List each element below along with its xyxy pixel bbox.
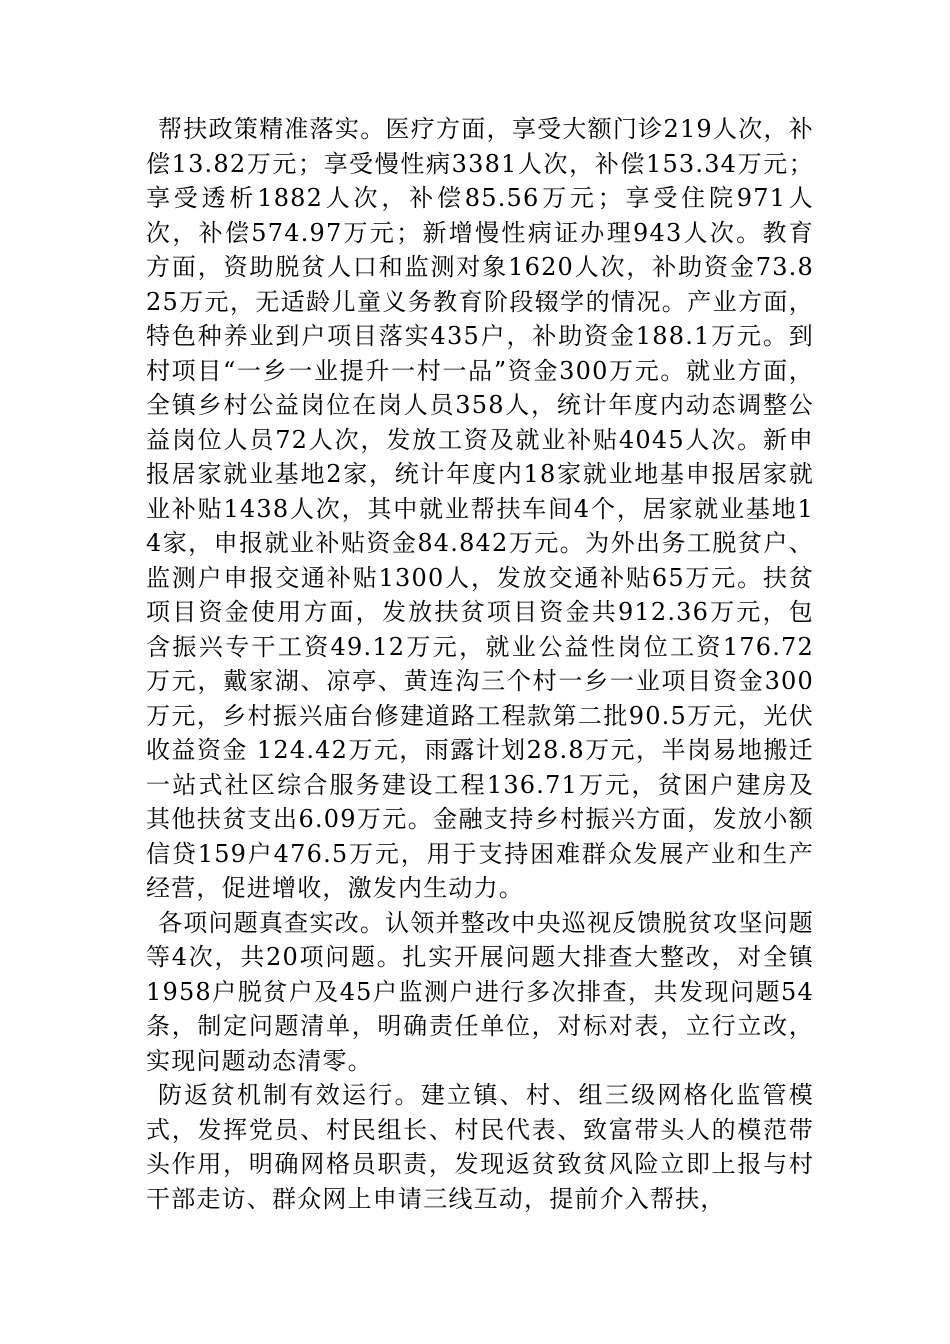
- document-body: [146, 112, 814, 1216]
- paragraph-problem-rectification: 各项问题真查实改。认领并整改中央巡视反馈脱贫攻坚问题等4次，共20项问题。扎实开展问题大排查大整改，对全镇1958户脱贫户及45户监测户进行多次排查，共发现问题54条，制定问题清单，明确责任单位，对标对表，立行立改，实现问题动态清零。: [146, 908, 814, 1075]
- paragraph-anti-poverty-mechanism: 防返贫机制有效运行。建立镇、村、组三级网格化监管模式，发挥党员、村民组长、村民代表、致富带头人的模范带头作用，明确网格员职责，发现返贫致贫风险立即上报与村干部走访、群众网上申请三线互动，提前介入帮扶，: [146, 1081, 814, 1213]
- paragraph-poverty-policy: 帮扶政策精准落实。医疗方面，享受大额门诊219人次，补偿13.82万元；享受慢性病3381人次，补偿153.34万元；享受透析1882人次，补偿85.56万元；享受住院971人次，补偿574.97万元；新增慢性病证办理943人次。教育方面，资助脱贫人口和监测对象1620人次，补助资金73.825万元，无适龄儿童义务教育阶段辍学的情况。产业方面，特色种养业到户项目落实435户，补助资金188.1万元。到村项目“一乡一业提升一村一品”资金300万元。就业方面，全镇乡村公益岗位在岗人员358人，统计年度内动态调整公益岗位人员72人次，发放工资及就业补贴4045人次。新申报居家就业基地2家，统计年度内18家就业地基申报居家就业补贴1438人次，其中就业帮扶车间4个，居家就业基地14家，申报就业补贴资金84.842万元。为外出务工脱贫户、监测户申报交通补贴1300人，发放交通补贴65万元。扶贫项目资金使用方面，发放扶贫项目资金共912.36万元，包含振兴专干工资49.12万元，就业公益性岗位工资176.72万元，戴家湖、凉亭、黄连沟三个村一乡一业项目资金300万元，乡村振兴庙台修建道路工程款第二批90.5万元，光伏收益资金 124.42万元，雨露计划28.8万元，半岗易地搬迁一站式社区综合服务建设工程136.71万元，贫困户建房及其他扶贫支出6.09万元。金融支持乡村振兴方面，发放小额信贷159户476.5万元，用于支持困难群众发展产业和生产经营，促进增收，激发内生动力。: [146, 115, 814, 902]
